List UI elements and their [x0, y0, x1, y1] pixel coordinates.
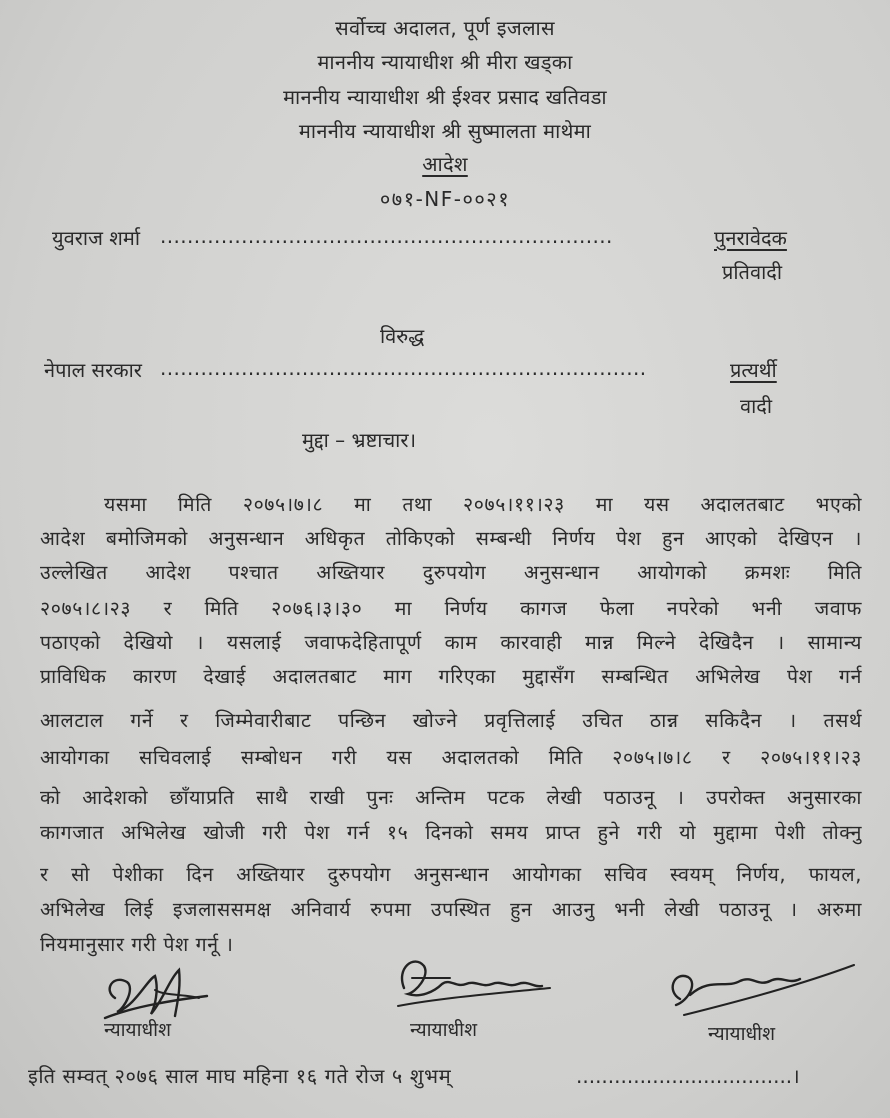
body-line: आलटाल गर्ने र जिम्मेवारीबाट पन्छिन खोज्ने प्रवृत्तिलाई उचित ठान्न सकिदैन । तसर्थ — [40, 709, 862, 732]
appellant-name: युवराज शर्मा — [52, 226, 141, 250]
document-type: आदेश — [422, 152, 468, 176]
body-line: को आदेशको छाँयाप्रति साथै राखी पुनः अन्तिम पटक लेखी पठाउनू । उपरोक्त अनुसारका — [40, 786, 862, 809]
justice-2: माननीय न्यायाधीश श्री ईश्वर प्रसाद खतिवडा — [283, 85, 607, 109]
body-line: नियमानुसार गरी पेश गर्नू । — [40, 933, 234, 956]
body-line: अभिलेख लिई इजलाससमक्ष अनिवार्य रुपमा उपस्थित हुन आउनु भनी लेखी पठाउनू । अरुमा — [40, 898, 862, 921]
signature-3 — [660, 955, 860, 1025]
body-line-first: यसमा मिति २०७५।७।८ मा तथा २०७५।११।२३ मा यस अदालतबाट भएको — [104, 493, 862, 516]
footer-dots: ..................................। — [576, 1064, 800, 1088]
justice-3: माननीय न्यायाधीश श्री सुष्मालता माथेमा — [298, 119, 592, 143]
justice-1: माननीय न्यायाधीश श्री मीरा खड्का — [317, 50, 573, 74]
body-line: आयोगका सचिवलाई सम्बोधन गरी यस अदालतको मिति २०७५।७।८ र २०७५।११।२३ — [40, 746, 862, 769]
appellant-dots: ................................................................... — [160, 224, 613, 248]
case-number: ०७१-NF-००२१ — [379, 187, 511, 211]
footer-date-line: इति सम्वत् २०७६ साल माघ महिना १६ गते रोज ५ शुभम् — [28, 1064, 452, 1088]
signature-2 — [390, 948, 560, 1018]
body-line: र सो पेशीका दिन अख्तियार दुरुपयोग अनुसन्धान आयोगका सचिव स्वयम् निर्णय, फायल, — [40, 863, 862, 886]
signature-3-label: न्यायाधीश — [708, 1023, 776, 1045]
case-subject: मुद्दा – भ्रष्टाचार। — [302, 428, 417, 452]
respondent-subrole: वादी — [740, 394, 773, 418]
body-line: उल्लेखित आदेश पश्चात अख्तियार दुरुपयोग अनुसन्धान आयोगको क्रमशः मिति — [40, 561, 862, 584]
body-line: पठाएको देखियो । यसलाई जवाफदेहितापूर्ण काम कारवाही मान्न मिल्ने देखिदैन । सामान्य — [40, 631, 862, 654]
respondent-role: प्रत्यर्थी — [730, 358, 777, 382]
versus-label: विरुद्ध — [380, 324, 425, 348]
respondent-dots: ........................................................................ — [160, 356, 647, 380]
body-line: प्राविधिक कारण देखाई अदालतबाट माग गरिएका मुद्दासँग सम्बन्धित अभिलेख पेश गर्न — [40, 665, 862, 688]
respondent-name: नेपाल सरकार — [44, 358, 142, 382]
body-line: आदेश बमोजिमको अनुसन्धान अधिकृत तोकिएको सम्बन्धी निर्णय पेश हुन आएको देखिएन । — [40, 527, 862, 550]
appellant-role: पुनरावेदक — [714, 226, 787, 250]
signature-1-label: न्यायाधीश — [104, 1019, 172, 1041]
appellant-subrole: प्रतिवादी — [722, 260, 783, 284]
body-line: २०७५।८।२३ र मिति २०७६।३।३० मा निर्णय कागज फेला नपरेको भनी जवाफ — [40, 597, 862, 620]
signature-2-label: न्यायाधीश — [410, 1019, 478, 1041]
court-title: सर्वोच्च अदालत, पूर्ण इजलास — [335, 16, 555, 40]
body-line: कागजात अभिलेख खोजी गरी पेश गर्न १५ दिनको समय प्राप्त हुने गरी यो मुद्दामा पेशी तोक्नु — [40, 821, 862, 844]
